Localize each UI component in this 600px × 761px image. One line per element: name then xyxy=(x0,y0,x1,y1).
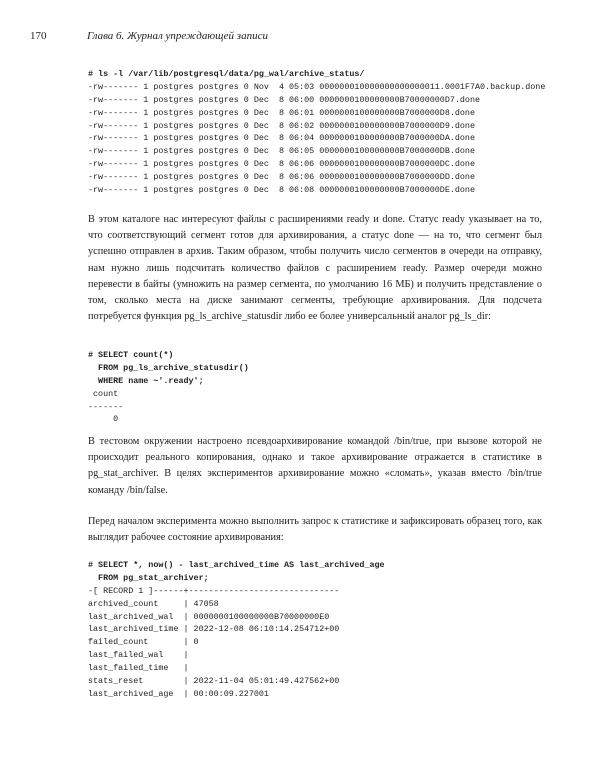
code-line: -rw------- 1 postgres postgres 0 Dec 8 06:00 0000000100000000B70000000D7.done xyxy=(88,94,481,105)
code-block-ls xyxy=(88,68,545,197)
code-line: stats_reset | 2022-11-04 05:01:49.427562+00 xyxy=(88,676,340,687)
code-line: last_archived_time | 2022-12-08 06:10:14.254712+00 xyxy=(88,624,340,635)
code-line: -rw------- 1 postgres postgres 0 Dec 8 06:08 0000000100000000B7000000DE.done xyxy=(88,185,475,196)
code-line: last_failed_time | xyxy=(88,663,189,674)
code-line: 0 xyxy=(88,414,119,425)
code-block-archiver xyxy=(88,559,385,701)
code-command: WHERE name ~'.ready'; xyxy=(88,375,204,386)
code-command: FROM pg_stat_archiver; xyxy=(88,572,209,583)
body-paragraph: В тестовом окружении настроено псевдоархивирование командой /bin/true, при вызове которой не происходит реального копирования, однако и такое архивирование отражается в статистике в pg_stat_archiver. В целях экспериментов архивирование можно «сломать», указав вместо /bin/true команду /bin/false. xyxy=(88,436,542,496)
code-line: archived_count | 47058 xyxy=(88,598,219,609)
code-line: last_archived_wal | 0000000100000000B70000000E0 xyxy=(88,611,330,622)
page-number: 170 xyxy=(30,30,47,42)
code-line: -[ RECORD 1 ]------+------------------------------ xyxy=(88,585,340,596)
body-paragraph: В этом каталоге нас интересуют файлы с расширениями ready и done. Статус ready указывает на то, что соответствующий сегмент готов для архивирования, а статус done — на то, что сегмент был успешно отправлен в архив. Таким образом, чтобы получить число сегментов в очереди на отправку, нам нужно лишь подсчитать количество файлов с расширением ready. Размер очереди можно перевести в байты (умножить на размер сегмента, по умолчанию 16 МБ) и получить представление о том, сколько места на диске занимают сегменты, требующие архивирования. Для подсчета потребуется функция pg_ls_archive_statusdir либо ее более универсальный аналог pg_ls_dir: xyxy=(88,214,542,323)
code-line: -rw------- 1 postgres postgres 0 Dec 8 06:06 0000000100000000B7000000DD.done xyxy=(88,172,475,183)
code-line: -rw------- 1 postgres postgres 0 Dec 8 06:04 0000000100000000B7000000DA.done xyxy=(88,133,475,144)
body-paragraph: Перед началом эксперимента можно выполнить запрос к статистике и зафиксировать образец того, как выглядит рабочее состояние архивирования: xyxy=(88,516,542,544)
chapter-title: Глава 6. Журнал упреждающей записи xyxy=(87,30,268,42)
code-line: -rw------- 1 postgres postgres 0 Dec 8 06:06 0000000100000000B7000000DC.done xyxy=(88,159,475,170)
code-command: # SELECT count(*) xyxy=(88,350,174,360)
code-line: -rw------- 1 postgres postgres 0 Dec 8 06:02 0000000100000000B7000000D9.done xyxy=(88,120,475,131)
code-line: count xyxy=(88,388,119,399)
code-line: ------- xyxy=(88,401,124,412)
code-block-count xyxy=(88,349,249,426)
code-line: last_failed_wal | xyxy=(88,650,189,661)
code-line: -rw------- 1 postgres postgres 0 Dec 8 06:01 0000000100000000B7000000D8.done xyxy=(88,107,475,118)
code-command: # ls -l /var/lib/postgresql/data/pg_wal/archive_status/ xyxy=(88,69,365,79)
page-header xyxy=(30,30,570,46)
code-line: last_archived_age | 00:00:09.227001 xyxy=(88,688,269,699)
code-line: failed_count | 0 xyxy=(88,637,199,648)
code-line: -rw------- 1 postgres postgres 0 Nov 4 05:03 000000010000000000000011.0001F7A0.backup.done xyxy=(88,81,546,92)
code-line: -rw------- 1 postgres postgres 0 Dec 8 06:05 0000000100000000B7000000DB.done xyxy=(88,146,475,157)
code-command: FROM pg_ls_archive_statusdir() xyxy=(88,362,249,373)
code-command: # SELECT *, now() - last_archived_time AS last_archived_age xyxy=(88,560,385,570)
